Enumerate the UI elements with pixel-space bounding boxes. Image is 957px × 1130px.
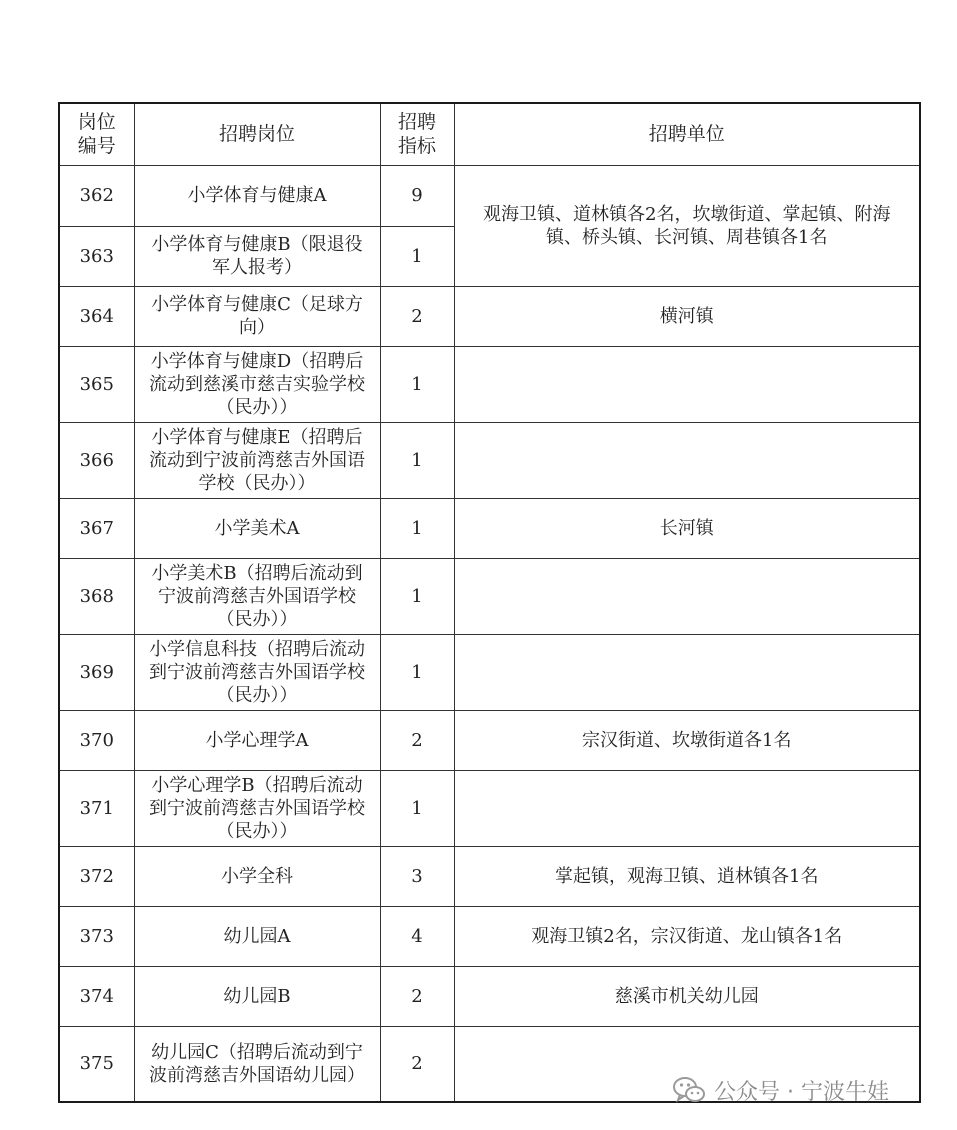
table-row xyxy=(59,906,920,966)
post-title: 小学体育与健康C（足球方向） xyxy=(134,286,380,346)
post-title: 幼儿园B xyxy=(134,966,380,1026)
post-id: 368 xyxy=(59,558,134,634)
post-title: 小学体育与健康A xyxy=(134,165,380,226)
table-row xyxy=(59,286,920,346)
post-count: 2 xyxy=(380,1026,454,1102)
post-count: 9 xyxy=(380,165,454,226)
header-id: 岗位编号 xyxy=(59,103,134,165)
table-row xyxy=(59,710,920,770)
post-id: 362 xyxy=(59,165,134,226)
post-id: 373 xyxy=(59,906,134,966)
recruiting-unit: 掌起镇，观海卫镇、逍林镇各1名 xyxy=(454,846,920,906)
table-row xyxy=(59,966,920,1026)
recruiting-unit: 慈溪市机关幼儿园 xyxy=(454,966,920,1026)
post-count: 2 xyxy=(380,286,454,346)
recruiting-unit xyxy=(454,634,920,710)
table-row xyxy=(59,165,920,226)
post-title: 幼儿园C（招聘后流动到宁波前湾慈吉外国语幼儿园） xyxy=(134,1026,380,1102)
table-row xyxy=(59,846,920,906)
post-count: 1 xyxy=(380,558,454,634)
header-unit: 招聘单位 xyxy=(454,103,920,165)
post-title: 小学体育与健康B（限退役军人报考） xyxy=(134,226,380,286)
header-count: 招聘指标 xyxy=(380,103,454,165)
post-count: 1 xyxy=(380,226,454,286)
post-title: 小学体育与健康D（招聘后流动到慈溪市慈吉实验学校（民办）） xyxy=(134,346,380,422)
recruiting-unit xyxy=(454,558,920,634)
post-title: 小学信息科技（招聘后流动到宁波前湾慈吉外国语学校（民办）） xyxy=(134,634,380,710)
post-id: 372 xyxy=(59,846,134,906)
recruiting-unit: 观海卫镇、道林镇各2名，坎墩街道、掌起镇、附海镇、桥头镇、长河镇、周巷镇各1名 xyxy=(454,165,920,286)
post-id: 375 xyxy=(59,1026,134,1102)
recruiting-unit: 宗汉街道、坎墩街道各1名 xyxy=(454,710,920,770)
post-title: 小学体育与健康E（招聘后流动到宁波前湾慈吉外国语学校（民办）） xyxy=(134,422,380,498)
recruiting-unit: 长河镇 xyxy=(454,498,920,558)
post-id: 364 xyxy=(59,286,134,346)
table-row xyxy=(59,498,920,558)
recruiting-unit xyxy=(454,422,920,498)
post-id: 370 xyxy=(59,710,134,770)
post-count: 1 xyxy=(380,770,454,846)
post-count: 1 xyxy=(380,422,454,498)
post-title: 小学美术A xyxy=(134,498,380,558)
watermark-text: 公众号 · 宁波牛娃 xyxy=(714,1079,889,1105)
table-row xyxy=(59,422,920,498)
post-title: 小学全科 xyxy=(134,846,380,906)
post-id: 363 xyxy=(59,226,134,286)
watermark xyxy=(672,1072,889,1108)
post-id: 365 xyxy=(59,346,134,422)
table-row xyxy=(59,634,920,710)
header-title: 招聘岗位 xyxy=(134,103,380,165)
header-row xyxy=(59,103,920,165)
post-count: 2 xyxy=(380,966,454,1026)
post-id: 369 xyxy=(59,634,134,710)
recruiting-unit: 横河镇 xyxy=(454,286,920,346)
table-body xyxy=(59,165,920,1102)
post-count: 1 xyxy=(380,634,454,710)
wechat-icon xyxy=(672,1075,706,1105)
post-count: 1 xyxy=(380,346,454,422)
post-id: 366 xyxy=(59,422,134,498)
post-id: 367 xyxy=(59,498,134,558)
post-count: 3 xyxy=(380,846,454,906)
post-id: 371 xyxy=(59,770,134,846)
post-count: 2 xyxy=(380,710,454,770)
post-title: 小学心理学A xyxy=(134,710,380,770)
post-count: 1 xyxy=(380,498,454,558)
recruiting-unit xyxy=(454,770,920,846)
post-count: 4 xyxy=(380,906,454,966)
table-row xyxy=(59,558,920,634)
post-id: 374 xyxy=(59,966,134,1026)
post-title: 小学美术B（招聘后流动到宁波前湾慈吉外国语学校（民办）） xyxy=(134,558,380,634)
table-row xyxy=(59,346,920,422)
table-row xyxy=(59,770,920,846)
post-title: 小学心理学B（招聘后流动到宁波前湾慈吉外国语学校（民办）） xyxy=(134,770,380,846)
recruitment-table xyxy=(58,102,921,1103)
recruiting-unit xyxy=(454,346,920,422)
post-title: 幼儿园A xyxy=(134,906,380,966)
recruiting-unit: 观海卫镇2名，宗汉街道、龙山镇各1名 xyxy=(454,906,920,966)
